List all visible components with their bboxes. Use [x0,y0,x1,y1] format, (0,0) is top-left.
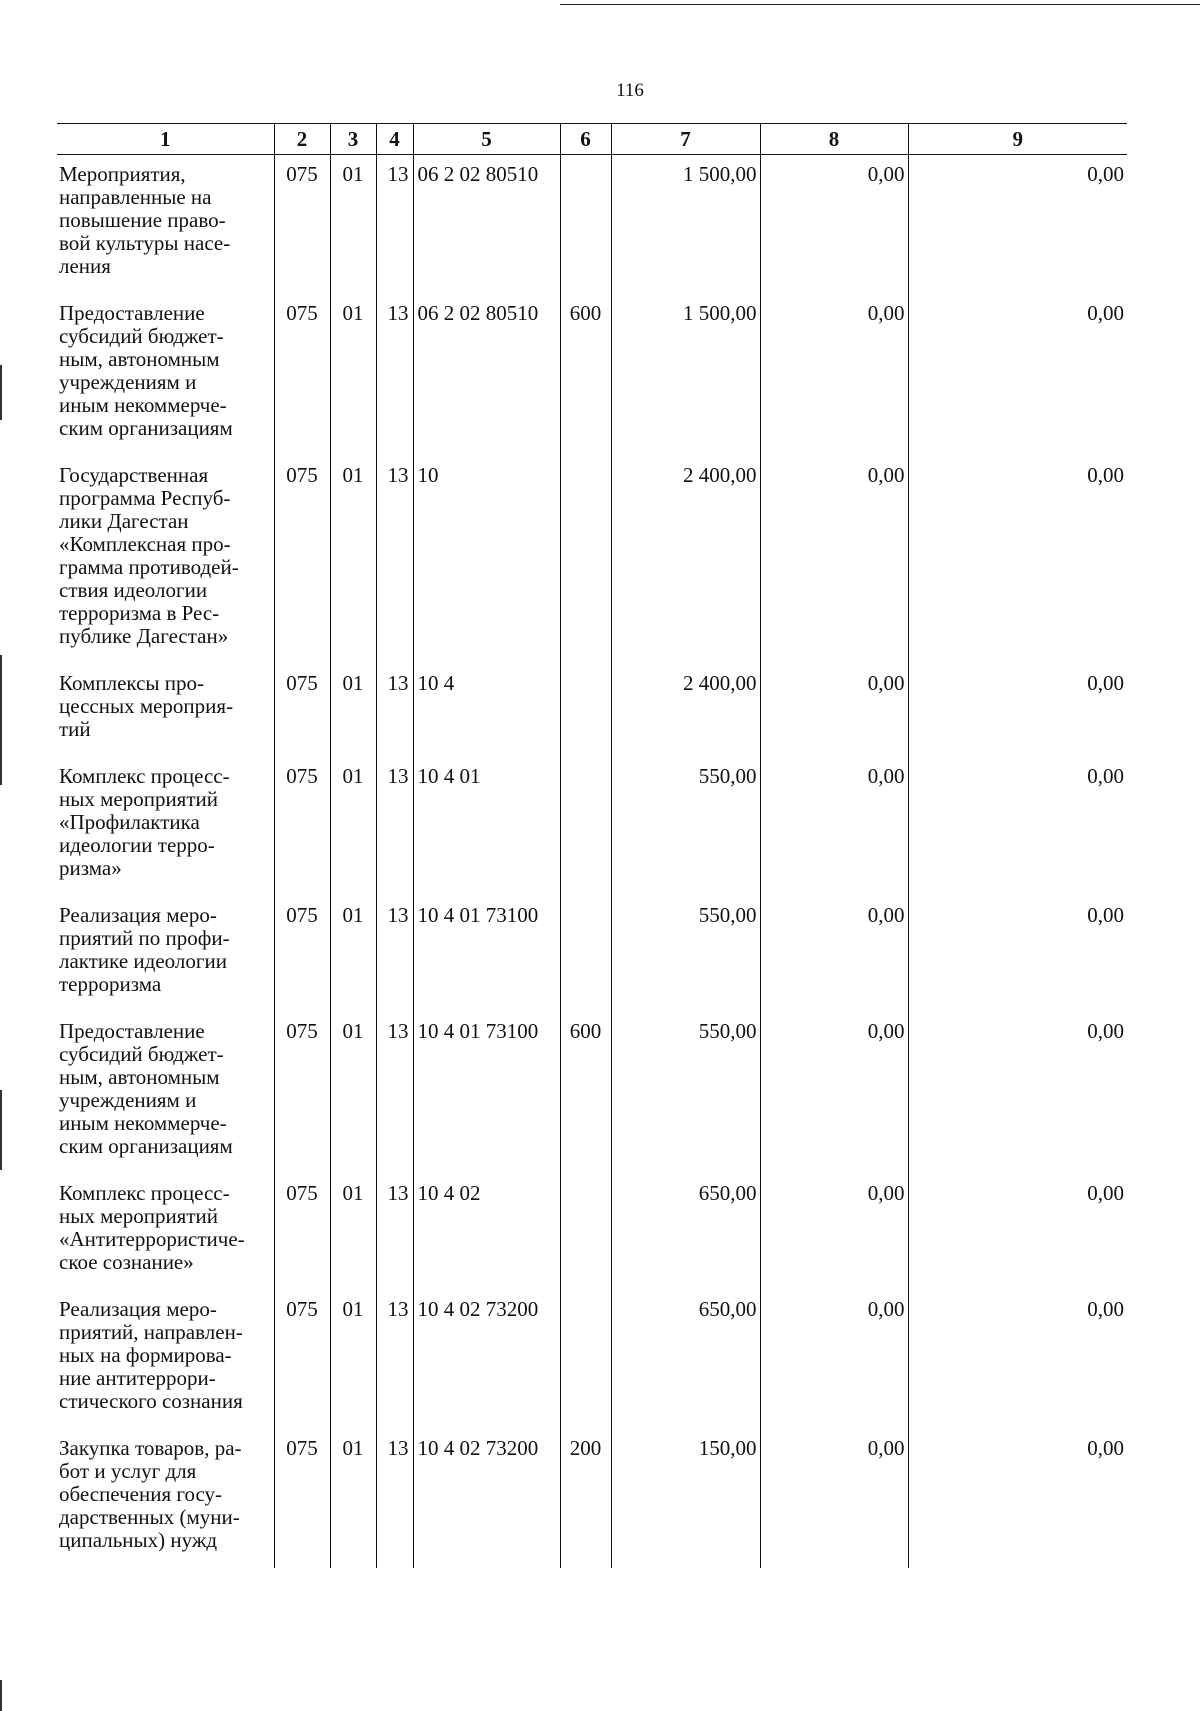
header-row [57,124,1127,155]
item-name-line: приятий, направлен- [59,1320,243,1344]
item-name-line: субсидий бюджет- [59,324,224,348]
item-name-line: программа Респуб- [59,486,231,510]
cell-amount-year1: 2 400,00 [611,456,760,664]
item-name-line: учреждениям и [59,1088,197,1112]
cell-expense-type [560,155,611,295]
table-header [57,124,1127,155]
item-name-line: Комплекс процесс- [59,1181,230,1205]
cell-ministry-code: 075 [274,456,330,664]
margin-mark [0,1680,2,1711]
item-name-line: «Комплексная про- [59,532,231,556]
item-name-line: цессных мероприя- [59,694,234,718]
cell-subsection-code: 13 [376,1429,413,1568]
cell-section-code: 01 [330,1174,376,1290]
margin-mark [0,1090,2,1170]
cell-expense-type: 600 [560,1012,611,1174]
cell-amount-year1: 550,00 [611,896,760,1012]
item-name-line: Комплексы про- [59,671,204,695]
cell-amount-year3: 0,00 [908,456,1127,664]
item-name-line: «Профилактика [59,810,200,834]
item-name-line: направленные на [59,185,212,209]
cell-amount-year1: 2 400,00 [611,664,760,757]
cell-item-name [57,896,274,1012]
cell-amount-year3: 0,00 [908,1290,1127,1429]
margin-mark [0,365,2,420]
item-name-line: Мероприятия, [59,162,186,186]
cell-section-code: 01 [330,1290,376,1429]
item-name-line: тий [59,717,91,741]
cell-amount-year3: 0,00 [908,1174,1127,1290]
cell-item-name [57,155,274,295]
margin-mark [0,655,2,785]
table-row [57,155,1127,295]
cell-amount-year2: 0,00 [760,757,908,896]
cell-ministry-code: 075 [274,757,330,896]
cell-amount-year1: 650,00 [611,1174,760,1290]
cell-subsection-code: 13 [376,456,413,664]
item-name-line: бот и услуг для [59,1459,197,1483]
column-header: 7 [611,124,760,155]
cell-amount-year1: 150,00 [611,1429,760,1568]
cell-target-article: 10 4 [413,664,560,757]
cell-ministry-code: 075 [274,155,330,295]
table-row [57,1429,1127,1568]
cell-section-code: 01 [330,664,376,757]
item-name-line: обеспечения госу- [59,1482,223,1506]
item-name-line: «Антитеррористиче- [59,1227,245,1251]
item-name-line: ных мероприятий [59,1204,218,1228]
cell-expense-type [560,757,611,896]
item-name-line: ризма» [59,856,122,880]
item-name-line: ным, автономным [59,347,220,371]
item-name-line: идеологии терро- [59,833,215,857]
cell-ministry-code: 075 [274,896,330,1012]
item-name-line: публике Дагестан» [59,624,229,648]
cell-ministry-code: 075 [274,1290,330,1429]
table-row [57,757,1127,896]
item-name-line: вой культуры насе- [59,231,231,255]
item-name-line: иным некоммерче- [59,1111,227,1135]
cell-target-article: 10 4 01 73100 [413,1012,560,1174]
item-name-line: Реализация меро- [59,1297,217,1321]
item-name-line: терроризма [59,972,162,996]
cell-subsection-code: 13 [376,757,413,896]
item-name-line: повышение право- [59,208,226,232]
column-header: 5 [413,124,560,155]
cell-amount-year3: 0,00 [908,896,1127,1012]
cell-section-code: 01 [330,1429,376,1568]
item-name-line: Предоставление [59,301,205,325]
item-name-line: Государственная [59,463,209,487]
cell-subsection-code: 13 [376,294,413,456]
item-name-line: ных мероприятий [59,787,218,811]
cell-amount-year2: 0,00 [760,294,908,456]
cell-section-code: 01 [330,1012,376,1174]
cell-ministry-code: 075 [274,1429,330,1568]
item-name-line: ления [59,254,111,278]
item-name-line: ных на формирова- [59,1343,232,1367]
cell-target-article: 10 4 02 73200 [413,1290,560,1429]
cell-target-article: 06 2 02 80510 [413,294,560,456]
cell-subsection-code: 13 [376,896,413,1012]
cell-expense-type [560,1290,611,1429]
item-name-line: ским организациям [59,416,233,440]
cell-amount-year2: 0,00 [760,896,908,1012]
item-name-line: дарственных (муни- [59,1505,240,1529]
table-row [57,1290,1127,1429]
item-name-line: грамма противодей- [59,555,239,579]
item-name-line: Предоставление [59,1019,205,1043]
cell-ministry-code: 075 [274,664,330,757]
page-number: 116 [616,80,644,101]
cell-item-name [57,664,274,757]
column-header: 2 [274,124,330,155]
cell-amount-year3: 0,00 [908,664,1127,757]
cell-section-code: 01 [330,155,376,295]
cell-amount-year2: 0,00 [760,1012,908,1174]
item-name-line: ципальных) нужд [59,1528,218,1552]
cell-amount-year3: 0,00 [908,294,1127,456]
cell-amount-year1: 1 500,00 [611,155,760,295]
cell-amount-year2: 0,00 [760,456,908,664]
cell-amount-year1: 550,00 [611,1012,760,1174]
cell-amount-year2: 0,00 [760,1429,908,1568]
column-header: 9 [908,124,1127,155]
item-name-line: лики Дагестан [59,509,189,533]
cell-target-article: 06 2 02 80510 [413,155,560,295]
cell-item-name [57,1290,274,1429]
cell-ministry-code: 075 [274,1012,330,1174]
column-header: 4 [376,124,413,155]
item-name-line: Реализация меро- [59,903,217,927]
item-name-line: ским организациям [59,1134,233,1158]
cell-section-code: 01 [330,757,376,896]
cell-expense-type: 200 [560,1429,611,1568]
column-header: 8 [760,124,908,155]
cell-amount-year3: 0,00 [908,1429,1127,1568]
cell-amount-year2: 0,00 [760,1290,908,1429]
cell-target-article: 10 4 02 73200 [413,1429,560,1568]
cell-target-article: 10 4 02 [413,1174,560,1290]
cell-amount-year3: 0,00 [908,1012,1127,1174]
table-row [57,456,1127,664]
table-body [57,155,1127,1569]
cell-subsection-code: 13 [376,664,413,757]
cell-item-name [57,456,274,664]
cell-amount-year1: 1 500,00 [611,294,760,456]
item-name-line: субсидий бюджет- [59,1042,224,1066]
cell-target-article: 10 4 01 [413,757,560,896]
cell-ministry-code: 075 [274,1174,330,1290]
table-row [57,896,1127,1012]
item-name-line: ское сознание» [59,1250,194,1274]
cell-item-name [57,1429,274,1568]
cell-amount-year1: 650,00 [611,1290,760,1429]
cell-section-code: 01 [330,294,376,456]
table-row [57,1174,1127,1290]
cell-target-article: 10 4 01 73100 [413,896,560,1012]
item-name-line: ние антитеррори- [59,1366,216,1390]
cell-section-code: 01 [330,456,376,664]
item-name-line: терроризма в Рес- [59,601,220,625]
cell-amount-year1: 550,00 [611,757,760,896]
item-name-line: ствия идеологии [59,578,208,602]
budget-table [57,123,1127,1568]
column-header: 6 [560,124,611,155]
cell-amount-year3: 0,00 [908,757,1127,896]
cell-amount-year2: 0,00 [760,664,908,757]
cell-amount-year2: 0,00 [760,1174,908,1290]
cell-subsection-code: 13 [376,1012,413,1174]
cell-item-name [57,1012,274,1174]
cell-subsection-code: 13 [376,1174,413,1290]
cell-expense-type [560,456,611,664]
column-header: 3 [330,124,376,155]
cell-expense-type [560,896,611,1012]
item-name-line: ным, автономным [59,1065,220,1089]
column-header: 1 [57,124,274,155]
cell-amount-year3: 0,00 [908,155,1127,295]
cell-expense-type [560,664,611,757]
cell-expense-type [560,1174,611,1290]
item-name-line: Комплекс процесс- [59,764,230,788]
cell-section-code: 01 [330,896,376,1012]
item-name-line: Закупка товаров, ра- [59,1436,242,1460]
item-name-line: учреждениям и [59,370,197,394]
cell-amount-year2: 0,00 [760,155,908,295]
cell-item-name [57,1174,274,1290]
cell-target-article: 10 [413,456,560,664]
top-edge-rule [560,4,1200,5]
table-row [57,294,1127,456]
table-row [57,1012,1127,1174]
item-name-line: приятий по профи- [59,926,230,950]
item-name-line: лактике идеологии [59,949,227,973]
cell-item-name [57,294,274,456]
cell-subsection-code: 13 [376,1290,413,1429]
item-name-line: иным некоммерче- [59,393,227,417]
cell-expense-type: 600 [560,294,611,456]
cell-item-name [57,757,274,896]
cell-subsection-code: 13 [376,155,413,295]
table-row [57,664,1127,757]
cell-ministry-code: 075 [274,294,330,456]
item-name-line: стического сознания [59,1389,243,1413]
